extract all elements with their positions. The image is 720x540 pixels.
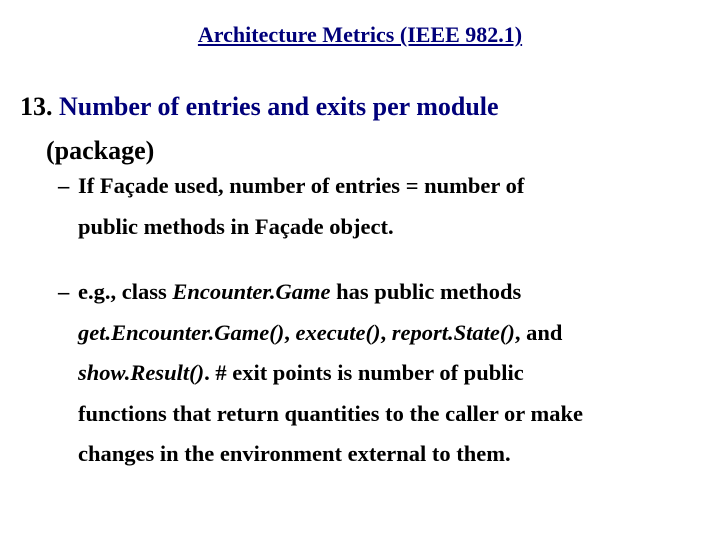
bullet1-line1: If Façade used, number of entries = number of [78, 173, 525, 198]
bullet2-text: has public methods [330, 279, 522, 304]
bullet-dash: – [58, 279, 70, 304]
metric-paren: (package) [46, 136, 155, 165]
method-name: show.Result() [78, 360, 205, 385]
bullet1-line2: public methods in Façade object. [78, 213, 394, 239]
separator: , [284, 319, 296, 345]
bullet-dash: – [58, 173, 70, 198]
bullet2-line4: functions that return quantities to the caller or make [78, 400, 583, 426]
metric-name: Number of entries and exits per module [59, 92, 499, 121]
class-name: Encounter.Game [172, 279, 331, 304]
bullet2-text: . # exit points is number of public [204, 360, 524, 385]
method-name: execute() [295, 319, 381, 345]
bullet2-line5: changes in the environment external to them. [78, 441, 511, 466]
metric-heading [20, 85, 499, 173]
bullet-facade [58, 166, 524, 247]
metric-number: 13. [20, 92, 53, 121]
separator: , [380, 319, 392, 345]
method-name: report.State() [391, 319, 515, 345]
method-name: get.Encounter.Game() [78, 319, 285, 345]
bullet2-line3 [58, 353, 583, 394]
slide-title: Architecture Metrics (IEEE 982.1) [197, 22, 523, 47]
bullet-example [58, 272, 583, 475]
separator: , and [514, 319, 563, 345]
bullet2-text: e.g., class [78, 279, 173, 304]
bullet2-line2 [58, 313, 583, 354]
